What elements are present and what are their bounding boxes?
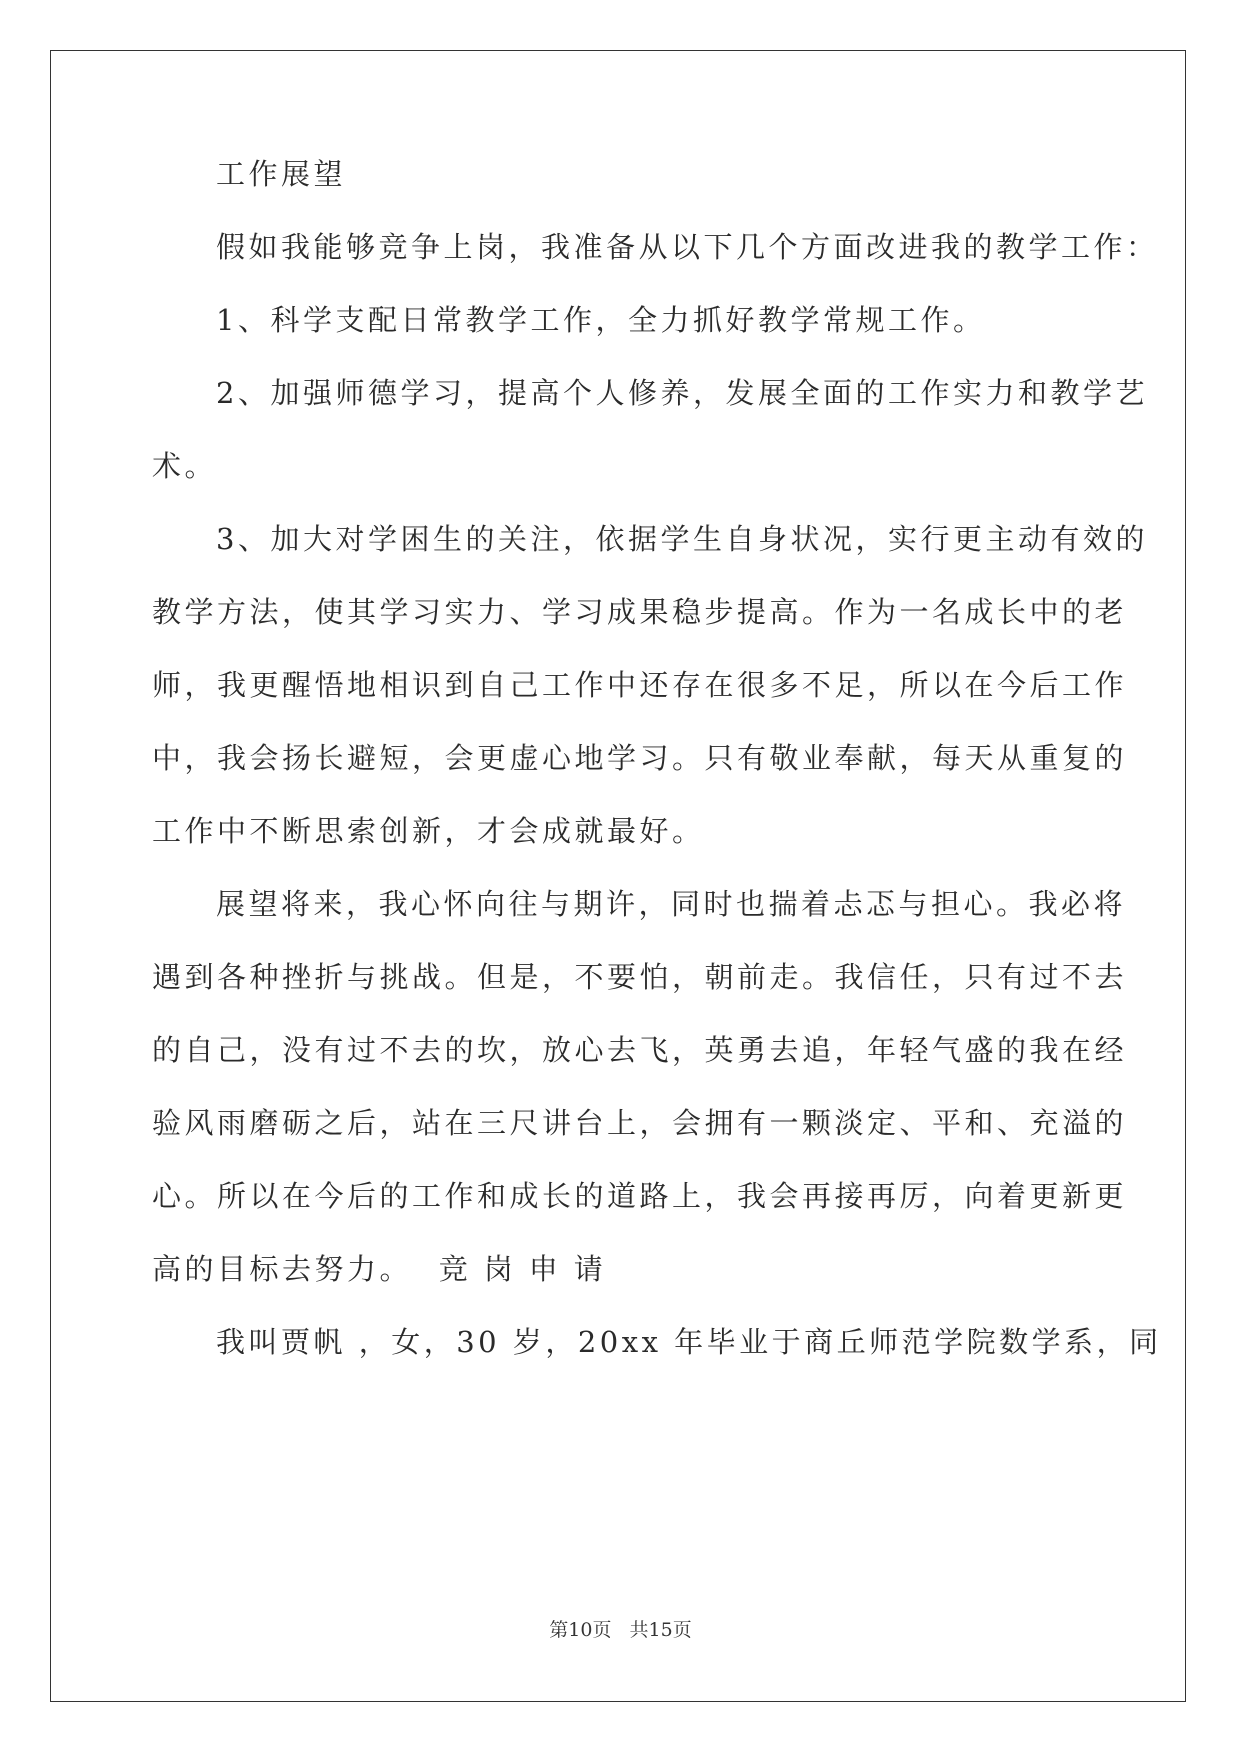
paragraph-line: 验风雨磨砺之后，站在三尺讲台上，会拥有一颗淡定、平和、充溢的 bbox=[152, 1106, 1128, 1140]
paragraph-line: 心。所以在今后的工作和成长的道路上，我会再接再厉，向着更新更 bbox=[152, 1179, 1128, 1213]
paragraph-line-text: 高的目标去努力。 bbox=[152, 1252, 413, 1286]
paragraph-line: 展望将来，我心怀向往与期许，同时也揣着忐忑与担心。我必将 bbox=[216, 887, 1127, 921]
paragraph-line: 中，我会扬长避短，会更虚心地学习。只有敬业奉献，每天从重复的 bbox=[152, 741, 1128, 775]
section-heading: 工作展望 bbox=[216, 157, 347, 191]
paragraph-line: 教学方法，使其学习实力、学习成果稳步提高。作为一名成长中的老 bbox=[152, 595, 1128, 629]
paragraph-line: 3、加大对学困生的关注，依据学生自身状况，实行更主动有效的 bbox=[216, 522, 1148, 556]
page-number: 第10页 bbox=[549, 1619, 612, 1641]
paragraph-line: 遇到各种挫折与挑战。但是，不要怕，朝前走。我信任，只有过不去 bbox=[152, 960, 1128, 994]
paragraph-line: 术。 bbox=[152, 449, 218, 483]
paragraph-line bbox=[152, 1252, 619, 1286]
paragraph-line: 1、科学支配日常教学工作，全力抓好教学常规工作。 bbox=[216, 303, 986, 337]
page-total: 共15页 bbox=[629, 1619, 692, 1641]
paragraph-line: 师，我更醒悟地相识到自己工作中还存在很多不足，所以在今后工作 bbox=[152, 668, 1128, 702]
paragraph-line: 的自己，没有过不去的坎，放心去飞，英勇去追，年轻气盛的我在经 bbox=[152, 1033, 1128, 1067]
page-border bbox=[50, 50, 1186, 1702]
page-footer bbox=[0, 1615, 1241, 1642]
paragraph-line: 我叫贾帆 ，女，30 岁，20xx 年毕业于商丘师范学院数学系，同 bbox=[216, 1325, 1162, 1359]
paragraph-line: 2、加强师德学习，提高个人修养，发展全面的工作实力和教学艺 bbox=[216, 376, 1148, 410]
paragraph-line: 假如我能够竞争上岗，我准备从以下几个方面改进我的教学工作： bbox=[216, 230, 1159, 264]
paragraph-line: 工作中不断思索创新，才会成就最好。 bbox=[152, 814, 705, 848]
application-heading: 竞岗申请 bbox=[438, 1252, 619, 1286]
